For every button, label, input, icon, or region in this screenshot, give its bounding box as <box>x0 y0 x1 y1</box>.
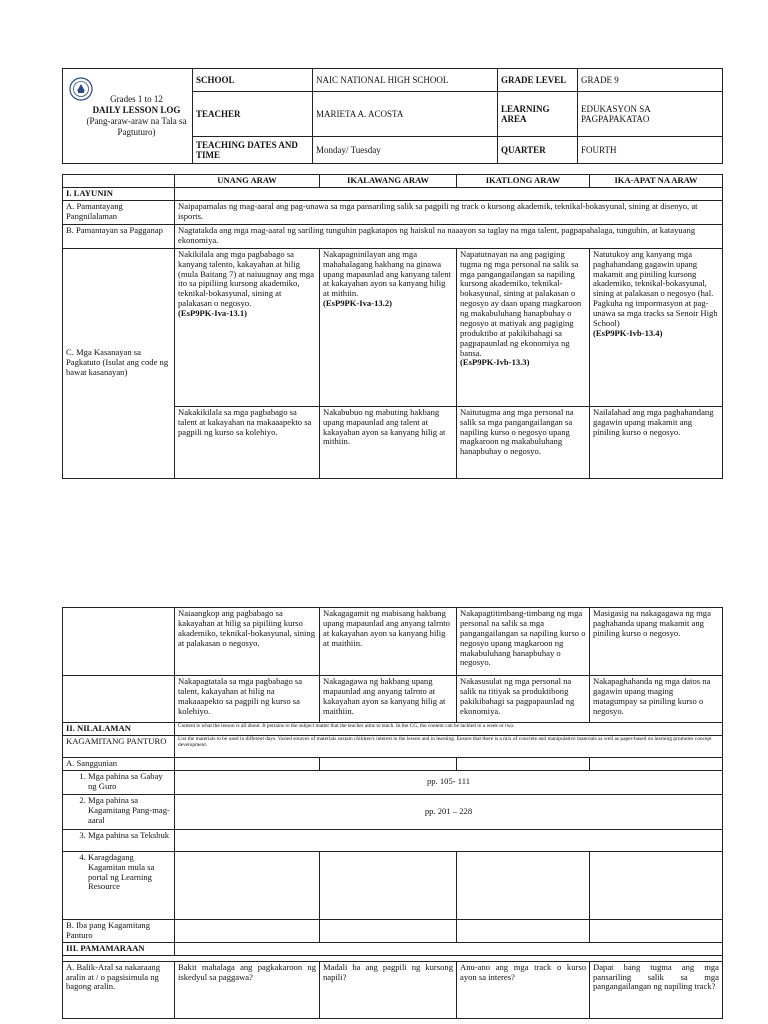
pamamaraan-blank <box>175 942 723 955</box>
objective-day4: Nakapaghahanda ng mga datos na gagawin upang maging matagumpay sa piniling kurso o negosyo. <box>590 676 723 723</box>
competency-code: (EsP9PK-Iva-13.1) <box>178 308 247 318</box>
ref-label-1: 1. Mga pahina sa Gabay ng Guro <box>63 770 175 794</box>
objectives-table <box>62 174 723 479</box>
balik-aral-day2: Madali ba ang pagpili ng kursong napili? <box>320 961 457 1018</box>
competency-code: (EsP9PK-Ivb-13.4) <box>593 327 663 338</box>
day-header-4: IKA-APAT NA ARAW <box>590 175 723 188</box>
day-header-1: UNANG ARAW <box>175 175 320 188</box>
iba-day2 <box>320 919 457 942</box>
layunin-blank <box>175 187 723 200</box>
kasanayan-day3: Napatutnayan na ang pagiging tugma ng mga personal na salik sa mga pangangailangan sa napiling kursong akademiko, teknikal-bokasyunal, sining at palakasan o negosyo ay daan upang magkaroon ng makabuluhang hanapbuhay o negosyo at matiyak ang pagiging produktibo at pakikibahagi sa pagpapaunlad ng ekonomiya ng bansa. (EsP9PK-Ivb-13.3) <box>457 248 590 406</box>
ref4-day4 <box>590 851 723 919</box>
sanggunian-day2 <box>320 757 457 770</box>
pamantayan-sa-pagganap-label: B. Pamantayan sa Pagganap <box>63 224 175 248</box>
teaching-dates-value: Monday/ Tuesday <box>313 137 498 164</box>
kasanayan-sub-day1: Nakakikilala sa mga pagbabago sa talent at kakayahan na makaaapekto sa pagpili ng kurso sa kolehiyo. <box>175 406 320 478</box>
competency-code: (EsP9PK-Iva-13.2) <box>323 298 392 309</box>
day-header-blank <box>63 175 175 188</box>
header-table <box>62 68 723 164</box>
school-value: NAIC NATIONAL HIGH SCHOOL <box>313 69 498 92</box>
balik-aral-day4: Dapat bang tugma ang mga pansariling salik sa mga pangangailangan ng napiling track? <box>590 961 723 1018</box>
iba-day4 <box>590 919 723 942</box>
balik-aral-day3: Anu-ano ang mga track o kurso ayon sa interes? <box>457 961 590 1018</box>
day-header-2: IKALAWANG ARAW <box>320 175 457 188</box>
learning-area-value: EDUKASYON SA PAGPAPAKATAO <box>578 92 723 137</box>
objective-day1: Naiaangkop ang pagbabago sa kakayahan at hilig sa pipiliing kurso akademiko, teknikal-bokasyunal, sining at palakasan o negosyo. <box>175 608 320 676</box>
sanggunian-day3 <box>457 757 590 770</box>
objective-label-blank <box>63 676 175 723</box>
ref-label-4: 4. Karagdagang Kagamitan mula sa portal ng Learning Resource <box>63 851 175 919</box>
ref4-day2 <box>320 851 457 919</box>
grades-label: Grades 1 to 12 <box>110 94 163 105</box>
log-title-cell <box>63 69 193 164</box>
teaching-dates-label: TEACHING DATES AND TIME <box>193 137 313 164</box>
balik-aral-day1: Bakit mahalaga ang pagkakaroon ng iskedyul sa paggawa? <box>175 961 320 1018</box>
lesson-content-table <box>62 607 723 1019</box>
grade-level-label: GRADE LEVEL <box>498 69 578 92</box>
iba-day1 <box>175 919 320 942</box>
learning-area-label: LEARNING AREA <box>498 92 578 137</box>
nilalaman-heading: II. NILALAMAN <box>63 723 175 736</box>
sanggunian-day4 <box>590 757 723 770</box>
ref-value-3 <box>175 829 723 851</box>
deped-seal-icon <box>69 77 93 101</box>
balik-aral-label: A. Balik-Aral sa nakaraang aralin at / o pagsisimula ng bagong aralin. <box>63 961 175 1018</box>
objective-day2: Nakagagamit ng mabisang hakbang upang mapaunlad ang anyang talrnto at kakayahan ayon sa kanyang hilig at maithiin. <box>320 608 457 676</box>
ref-label-2: 2. Mga pahina sa Kagamitang Pang-mag-aaral <box>63 794 175 829</box>
kasanayan-day2: Nakapagninilayan ang mga mahahalagang hakbang na ginawa upang mapaunlad ang kanyang talent at kakayahan ayon sa kanyang hilig at mithiin. (EsP9PK-Iva-13.2) <box>320 248 457 406</box>
quarter-value: FOURTH <box>578 137 723 164</box>
kasanayan-label: C. Mga Kasanayan sa Pagkatuto (Isulat ang code ng bawat kasanayan) <box>63 248 175 478</box>
objective-day2: Nakagagawa ng hakbang upang mapaunlad ang anyang talrnto at kakayahan ayon sa kanyang hilig at maithiin. <box>320 676 457 723</box>
daily-lesson-log-subtitle: (Pang-araw-araw na Tala sa Pagtuturo) <box>86 116 187 137</box>
objective-day1: Nakapagtatala sa mga pagbabago sa talent, kakayahan at hilig na makaaapekto sa pagpili ng kurso sa kolehiyo. <box>175 676 320 723</box>
iba-pang-kagamitan-label: B. Iba pang Kagamitang Panturo <box>63 919 175 942</box>
kagamitan-note: List the materials to be used in different days. Varied sources of materials sustain children's interest in the lesson and in learning. Ensure that there is a mix of concrete and manipulative materials as well as paper-based on learning promotes concept development. <box>175 735 723 757</box>
school-label: SCHOOL <box>193 69 313 92</box>
ref4-day3 <box>457 851 590 919</box>
layunin-heading: I. LAYUNIN <box>63 187 175 200</box>
teacher-label: TEACHER <box>193 92 313 137</box>
kasanayan-day4: Natutukoy ang kanyang mga paghahandang gagawin upang makamit ang piniling kursong akademiko, teknikal-bokasyunal, sining at palakasan o negosyo (hal. Pagkuha ng impormasyon at pag-unawa sa mga tracks sa Senoir High School) (EsP9PK-Ivb-13.4) <box>590 248 723 406</box>
pamamaraan-heading: III. PAMAMARAAN <box>63 942 175 955</box>
kasanayan-sub-day2: Nakabubuo ng mabuting hakbang upang mapaunlad ang talent at kakayahan ayon sa kanyang hilig at mithiin. <box>320 406 457 478</box>
objective-label-blank <box>63 608 175 676</box>
grade-level-value: GRADE 9 <box>578 69 723 92</box>
competency-code: (EsP9PK-Ivb-13.3) <box>460 357 530 368</box>
pamantayang-pangnilalaman-text: Naipapamalas ng mag-aaral ang pag-unawa sa mga pansariling salik sa pagpili ng track o kursong akademik, teknikal-bokasyunal, sining at disenyo, at isports. <box>175 200 723 224</box>
ref-value-2: pp. 201 – 228 <box>175 794 723 829</box>
ref-label-3: 3. Mga pahina sa Teksbuk <box>63 829 175 851</box>
day-header-3: IKATLONG ARAW <box>457 175 590 188</box>
sanggunian-day1 <box>175 757 320 770</box>
daily-lesson-log-title: DAILY LESSON LOG <box>92 105 181 116</box>
teacher-value: MARIETA A. ACOSTA <box>313 92 498 137</box>
iba-day3 <box>457 919 590 942</box>
objective-day4: Masigasig na nakagagawa ng mga paghahanda upang makamit ang piniling kurso o negosyo. <box>590 608 723 676</box>
quarter-label: QUARTER <box>498 137 578 164</box>
kagamitan-heading: KAGAMITANG PANTURO <box>63 735 175 757</box>
objective-day3: Nakapagtitimbang-timbang ng mga personal na salik sa mga pangangailangan sa napiling kurso o negosyo upang magkaroon ng makabuluhang hanapbuhay o negosyo. <box>457 608 590 676</box>
pamantayan-sa-pagganap-text: Nagtatakda ang mga mag-aaral ng sariling tunguhin pagkatapos ng haiskul na naaayon sa taglay na mga talent, pagpapahalaga, tunguhin, at katayuang ekonomiya. <box>175 224 723 248</box>
kasanayan-sub-day4: Nailalahad ang mga paghahandang gagawin upang makamit ang piniling kurso o negosyo. <box>590 406 723 478</box>
objective-day3: Nakasusulat ng mga personal na salik na titiyak sa produktibong pakikibahagi sa pagpapaunlad ng ekonomiya. <box>457 676 590 723</box>
kasanayan-day1: Nakikilala ang mga pagbabago sa kanyang talento, kakayahan at hilig (mula Baitang 7) at naiuugnay ang mga ito sa pipiliing kursong akademiko, teknikal-bokasyunal, sining at palakasan o negosyo. (EsP9PK-Iva-13.1) <box>175 248 320 406</box>
ref4-day1 <box>175 851 320 919</box>
pamantayang-pangnilalaman-label: A. Pamantayang Pangnilalaman <box>63 200 175 224</box>
kasanayan-sub-day3: Naitutugma ang mga personal na salik sa mga pangangailangan sa napiling kurso o negosyo upang magkaroon ng makabuluhang hanapbuhay o negosyo. <box>457 406 590 478</box>
ref-value-1: pp. 105- 111 <box>175 770 723 794</box>
nilalaman-note: Content is what the lesson is all about. It pertains to the subject matter that the teacher aims to teach. In the CG, the content can be tackled in a week or two. <box>175 723 723 736</box>
sanggunian-heading: A. Sanggunian <box>63 757 175 770</box>
